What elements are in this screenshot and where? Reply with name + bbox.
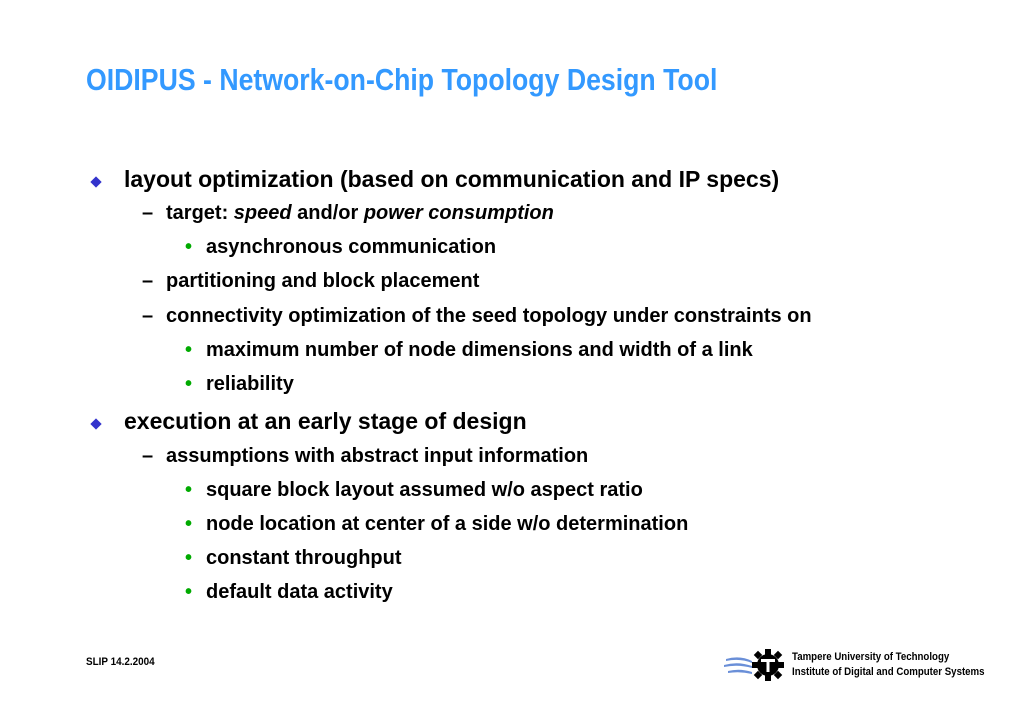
footer-university: Tampere University of Technology xyxy=(792,651,950,663)
dot-bullet-icon: • xyxy=(185,236,193,258)
bullet-level3: node location at center of a side w/o determination xyxy=(206,513,689,535)
dot-bullet-icon: • xyxy=(185,373,193,395)
dash-bullet-icon: – xyxy=(142,270,154,292)
bullet-level1: layout optimization (based on communication and IP specs) xyxy=(124,166,780,192)
footer-institution xyxy=(792,650,985,680)
dot-bullet-icon: • xyxy=(185,339,193,361)
dot-bullet-icon: • xyxy=(185,479,193,501)
dot-bullet-icon: • xyxy=(185,513,193,535)
bullet-text-part: target: xyxy=(166,202,234,224)
bullet-text-italic: power consumption xyxy=(363,202,554,224)
bullet-level3: constant throughput xyxy=(206,547,402,569)
bullet-level2 xyxy=(166,202,554,225)
footer-institute: Institute of Digital and Computer Systems xyxy=(792,666,985,678)
bullet-level3: square block layout assumed w/o aspect ratio xyxy=(206,479,643,501)
bullet-text-italic: speed xyxy=(233,202,292,224)
bullet-level3: maximum number of node dimensions and width of a link xyxy=(206,339,753,361)
dash-bullet-icon: – xyxy=(142,305,154,327)
bullet-level1: execution at an early stage of design xyxy=(124,408,527,434)
dash-bullet-icon: – xyxy=(142,445,154,467)
bullet-text-part: and/or xyxy=(291,202,364,224)
slide-title: OIDIPUS - Network-on-Chip Topology Design Tool xyxy=(86,62,718,97)
diamond-bullet-icon xyxy=(90,418,101,429)
footer-date: SLIP 14.2.2004 xyxy=(86,656,155,668)
diamond-bullet-icon xyxy=(90,176,101,187)
bullet-level3: reliability xyxy=(206,373,294,395)
bullet-level3: asynchronous communication xyxy=(206,236,497,258)
dot-bullet-icon: • xyxy=(185,581,193,603)
bullet-level2: connectivity optimization of the seed topology under constraints on xyxy=(166,305,812,327)
bullet-level2: assumptions with abstract input information xyxy=(166,445,589,467)
bullet-level3: default data activity xyxy=(206,581,393,603)
tut-gear-logo-icon xyxy=(724,645,788,683)
bullet-level2: partitioning and block placement xyxy=(166,270,480,292)
dash-bullet-icon: – xyxy=(142,202,154,224)
dot-bullet-icon: • xyxy=(185,547,193,569)
